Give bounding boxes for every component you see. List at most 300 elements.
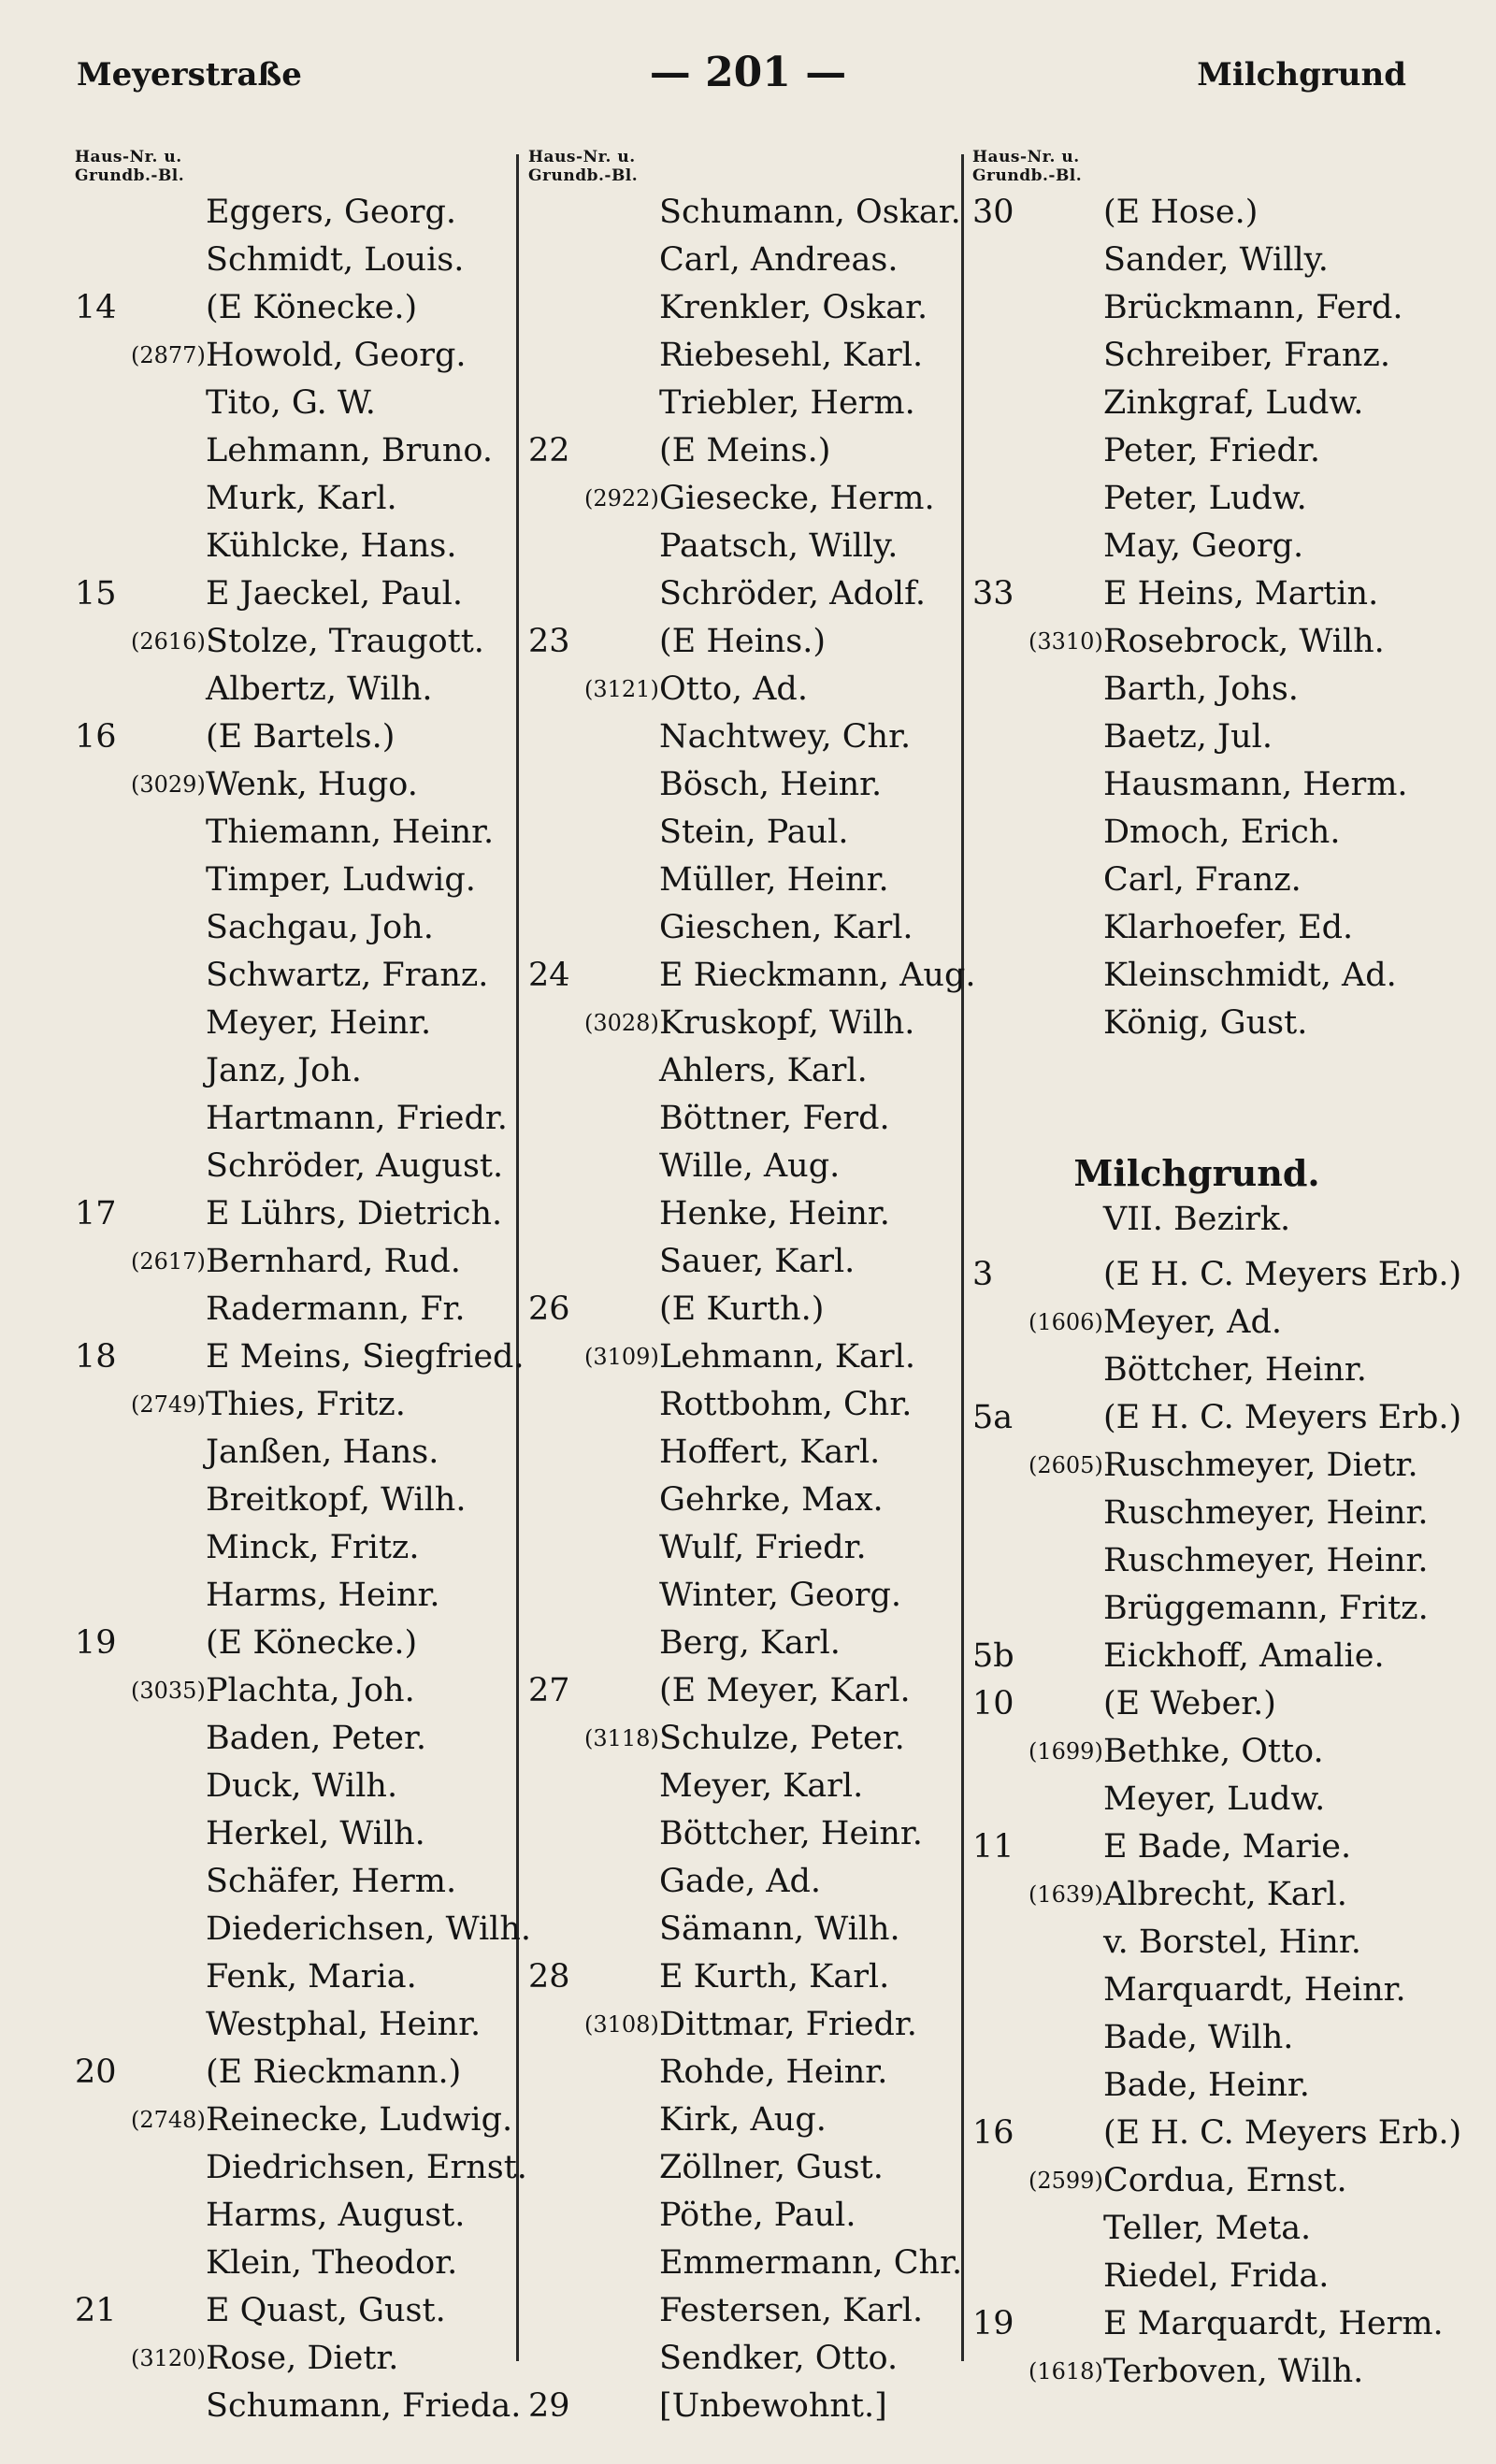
directory-entry bbox=[528, 1810, 958, 1858]
grundbuch-number: (3028) bbox=[584, 1010, 659, 1036]
house-number bbox=[75, 761, 131, 809]
directory-entry bbox=[972, 1728, 1459, 1776]
resident-name: Hausmann, Herm. bbox=[1103, 766, 1408, 803]
directory-entry bbox=[528, 2335, 958, 2383]
house-number: 20 bbox=[75, 2053, 117, 2091]
directory-entry bbox=[75, 1190, 505, 1238]
resident-name: (E Weber.) bbox=[1103, 1685, 1276, 1722]
directory-entry bbox=[528, 666, 958, 713]
grundbuch-number bbox=[584, 1953, 659, 2001]
house-number: 29 bbox=[528, 2387, 570, 2425]
house-number bbox=[972, 809, 1028, 857]
grundbuch-number bbox=[131, 523, 206, 570]
grundbuch-number bbox=[1028, 237, 1103, 284]
grundbuch-number bbox=[1028, 857, 1103, 904]
house-number bbox=[75, 2097, 131, 2144]
resident-name: Meyer, Ad. bbox=[1103, 1304, 1282, 1341]
house-number bbox=[75, 2192, 131, 2240]
directory-entry bbox=[75, 1524, 505, 1572]
running-head-left: Meyerstraße bbox=[77, 56, 302, 94]
directory-entry bbox=[75, 1238, 505, 1286]
house-number bbox=[528, 904, 584, 952]
house-number bbox=[75, 2240, 131, 2287]
directory-entry bbox=[75, 1286, 505, 1333]
resident-name: Schmidt, Louis. bbox=[206, 241, 465, 279]
grundbuch-number bbox=[1028, 952, 1103, 1000]
grundbuch-number bbox=[131, 1333, 206, 1381]
grundbuch-number bbox=[584, 427, 659, 475]
resident-name: Thiemann, Heinr. bbox=[206, 814, 495, 851]
directory-entry bbox=[75, 1763, 505, 1810]
house-number: 16 bbox=[75, 718, 117, 756]
directory-entry bbox=[528, 1906, 958, 1953]
resident-name: Hoffert, Karl. bbox=[659, 1434, 881, 1471]
directory-entry bbox=[972, 857, 1421, 904]
resident-name: Ahlers, Karl. bbox=[659, 1052, 868, 1089]
resident-name: Bethke, Otto. bbox=[1103, 1733, 1324, 1770]
house-number: 19 bbox=[75, 1624, 117, 1662]
house-number bbox=[972, 2253, 1028, 2300]
grundbuch-number bbox=[584, 761, 659, 809]
house-number bbox=[528, 1429, 584, 1477]
resident-name: (E H. C. Meyers Erb.) bbox=[1103, 2114, 1462, 2152]
grundbuch-number bbox=[1028, 427, 1103, 475]
resident-name: Schäfer, Herm. bbox=[206, 1863, 457, 1900]
house-number: 17 bbox=[75, 1195, 117, 1232]
resident-name: (E Könecke.) bbox=[206, 1624, 418, 1662]
directory-entry bbox=[972, 475, 1421, 523]
grundbuch-number bbox=[131, 2144, 206, 2192]
directory-entry bbox=[75, 1620, 505, 1667]
directory-entry bbox=[972, 2348, 1459, 2396]
grundbuch-number bbox=[131, 1143, 206, 1190]
directory-entry bbox=[75, 380, 505, 427]
directory-entry bbox=[528, 857, 958, 904]
directory-entry bbox=[75, 952, 505, 1000]
directory-entry bbox=[972, 1394, 1462, 1442]
grundbuch-number bbox=[131, 475, 206, 523]
resident-name: (E Hose.) bbox=[1103, 194, 1259, 231]
directory-entry bbox=[972, 2157, 1459, 2205]
house-number bbox=[972, 523, 1028, 570]
grundbuch-number: (3118) bbox=[584, 1725, 659, 1751]
grundbuch-number bbox=[1028, 1251, 1103, 1299]
resident-name: Kleinschmidt, Ad. bbox=[1103, 957, 1397, 994]
grundbuch-number bbox=[131, 1810, 206, 1858]
resident-name: Schumann, Frieda. bbox=[206, 2387, 522, 2425]
house-number: 30 bbox=[972, 194, 1014, 231]
house-number bbox=[528, 1047, 584, 1095]
directory-entry bbox=[75, 666, 505, 713]
resident-name: Kirk, Aug. bbox=[659, 2101, 827, 2139]
house-number: 18 bbox=[75, 1338, 117, 1376]
house-number bbox=[75, 427, 131, 475]
directory-entry bbox=[528, 475, 958, 523]
house-number: 15 bbox=[75, 575, 117, 612]
grundbuch-number bbox=[1028, 904, 1103, 952]
resident-name: Breitkopf, Wilh. bbox=[206, 1481, 467, 1519]
resident-name: König, Gust. bbox=[1103, 1004, 1308, 1042]
house-number bbox=[972, 1967, 1028, 2014]
resident-name: Albrecht, Karl. bbox=[1103, 1876, 1347, 1913]
resident-name: E Bade, Marie. bbox=[1103, 1828, 1352, 1866]
house-number bbox=[528, 1858, 584, 1906]
resident-name: Böttcher, Heinr. bbox=[659, 1815, 923, 1852]
house-number: 33 bbox=[972, 575, 1014, 612]
grundbuch-number bbox=[131, 666, 206, 713]
house-number bbox=[972, 2014, 1028, 2062]
grundbuch-number: (3109) bbox=[584, 1344, 659, 1370]
house-number bbox=[528, 332, 584, 380]
house-number bbox=[75, 809, 131, 857]
directory-entry bbox=[528, 284, 958, 332]
house-number bbox=[528, 523, 584, 570]
resident-name: Cordua, Ernst. bbox=[1103, 2162, 1347, 2199]
directory-entry bbox=[972, 2300, 1459, 2348]
resident-name: Harms, August. bbox=[206, 2197, 466, 2234]
house-number bbox=[972, 284, 1028, 332]
directory-entry bbox=[75, 570, 505, 618]
grundbuch-number bbox=[1028, 1394, 1103, 1442]
resident-name: Winter, Georg. bbox=[659, 1577, 902, 1614]
directory-entry bbox=[528, 2287, 958, 2335]
grundbuch-number bbox=[131, 1000, 206, 1047]
house-number bbox=[528, 380, 584, 427]
resident-name: Teller, Meta. bbox=[1103, 2210, 1312, 2247]
section-subtitle: VII. Bezirk. bbox=[1102, 1201, 1291, 1238]
directory-entry bbox=[528, 237, 958, 284]
grundbuch-number bbox=[1028, 1490, 1103, 1537]
resident-name: Otto, Ad. bbox=[659, 670, 808, 708]
house-number bbox=[528, 1524, 584, 1572]
house-number bbox=[75, 1858, 131, 1906]
column-caption-grundbuch: Grundb.-Bl. bbox=[972, 166, 1083, 185]
resident-name: Emmermann, Chr. bbox=[659, 2244, 963, 2282]
grundbuch-number bbox=[1028, 2300, 1103, 2348]
grundbuch-number bbox=[584, 618, 659, 666]
house-number bbox=[972, 713, 1028, 761]
house-number bbox=[528, 284, 584, 332]
resident-name: Triebler, Herm. bbox=[659, 384, 915, 422]
column-divider bbox=[516, 154, 519, 2361]
resident-name: Brüggemann, Fritz. bbox=[1103, 1590, 1429, 1627]
house-number bbox=[528, 809, 584, 857]
house-number bbox=[528, 666, 584, 713]
grundbuch-number bbox=[584, 904, 659, 952]
directory-entry bbox=[75, 857, 505, 904]
house-number bbox=[75, 2335, 131, 2383]
grundbuch-number bbox=[131, 1763, 206, 1810]
house-number bbox=[528, 1095, 584, 1143]
directory-entry bbox=[528, 2192, 958, 2240]
house-number bbox=[528, 1381, 584, 1429]
directory-entry bbox=[528, 904, 958, 952]
grundbuch-number: (3029) bbox=[131, 771, 206, 798]
resident-name: E Heins, Martin. bbox=[1103, 575, 1379, 612]
directory-entry bbox=[75, 2383, 522, 2430]
grundbuch-number bbox=[584, 713, 659, 761]
house-number bbox=[528, 1238, 584, 1286]
directory-entry bbox=[528, 332, 958, 380]
resident-name: Carl, Franz. bbox=[1103, 861, 1302, 899]
grundbuch-number bbox=[584, 1572, 659, 1620]
resident-name: Bernhard, Rud. bbox=[206, 1243, 461, 1280]
directory-entry bbox=[528, 2049, 958, 2097]
directory-entry bbox=[972, 189, 1421, 237]
resident-name: Eggers, Georg. bbox=[206, 194, 457, 231]
grundbuch-number: (2748) bbox=[131, 2107, 206, 2133]
directory-entry bbox=[972, 1680, 1459, 1728]
house-number bbox=[972, 2348, 1028, 2396]
house-number bbox=[972, 618, 1028, 666]
grundbuch-number bbox=[131, 1715, 206, 1763]
house-number: 24 bbox=[528, 957, 570, 994]
resident-name: Kruskopf, Wilh. bbox=[659, 1004, 915, 1042]
house-number bbox=[75, 666, 131, 713]
house-number bbox=[528, 857, 584, 904]
resident-name: Plachta, Joh. bbox=[206, 1672, 415, 1709]
resident-name: Diederichsen, Wilh. bbox=[206, 1910, 532, 1948]
resident-name: Peter, Friedr. bbox=[1103, 432, 1320, 469]
house-number bbox=[972, 1728, 1028, 1776]
directory-entry bbox=[972, 666, 1421, 713]
house-number bbox=[75, 1047, 131, 1095]
house-number bbox=[75, 952, 131, 1000]
resident-name: Harms, Heinr. bbox=[206, 1577, 440, 1614]
grundbuch-number: (1618) bbox=[1028, 2358, 1103, 2385]
directory-entry bbox=[75, 2287, 505, 2335]
directory-entry bbox=[972, 1823, 1459, 1871]
resident-name: Ruschmeyer, Dietr. bbox=[1103, 1447, 1418, 1484]
resident-name: Barth, Johs. bbox=[1103, 670, 1299, 708]
resident-name: Westphal, Heinr. bbox=[206, 2006, 482, 2043]
resident-name: Rosebrock, Wilh. bbox=[1103, 623, 1385, 660]
directory-entry bbox=[528, 713, 958, 761]
page-number: — 201 — bbox=[649, 49, 847, 96]
grundbuch-number bbox=[131, 284, 206, 332]
house-number bbox=[75, 1000, 131, 1047]
resident-name: Carl, Andreas. bbox=[659, 241, 899, 279]
directory-entry bbox=[972, 618, 1421, 666]
resident-name: Reinecke, Ludwig. bbox=[206, 2101, 513, 2139]
resident-name: Albertz, Wilh. bbox=[206, 670, 433, 708]
house-number bbox=[75, 1524, 131, 1572]
directory-entry bbox=[528, 1190, 958, 1238]
house-number bbox=[75, 2001, 131, 2049]
house-number bbox=[528, 1477, 584, 1524]
directory-entry bbox=[972, 284, 1421, 332]
house-number: 5a bbox=[972, 1399, 1014, 1436]
house-number bbox=[528, 1333, 584, 1381]
grundbuch-number bbox=[584, 2383, 659, 2430]
house-number bbox=[528, 1190, 584, 1238]
grundbuch-number: (3121) bbox=[584, 676, 659, 702]
house-number bbox=[972, 904, 1028, 952]
directory-entry bbox=[972, 1490, 1459, 1537]
grundbuch-number: (1606) bbox=[1028, 1309, 1103, 1335]
resident-name: Schröder, Adolf. bbox=[659, 575, 926, 612]
house-number bbox=[528, 2001, 584, 2049]
directory-entry bbox=[75, 1953, 505, 2001]
grundbuch-number: (2616) bbox=[131, 628, 206, 655]
directory-entry bbox=[972, 1000, 1421, 1047]
house-number bbox=[75, 904, 131, 952]
directory-entry bbox=[972, 1585, 1459, 1633]
grundbuch-number bbox=[131, 2192, 206, 2240]
resident-name: Berg, Karl. bbox=[659, 1624, 841, 1662]
directory-entry bbox=[75, 1906, 532, 1953]
resident-name: Bade, Wilh. bbox=[1103, 2019, 1294, 2056]
house-number bbox=[972, 2205, 1028, 2253]
directory-entry bbox=[75, 237, 505, 284]
directory-entry bbox=[528, 189, 961, 237]
grundbuch-number: (2922) bbox=[584, 485, 659, 512]
resident-name: Baden, Peter. bbox=[206, 1720, 426, 1757]
house-number bbox=[528, 1143, 584, 1190]
grundbuch-number bbox=[131, 1429, 206, 1477]
resident-name: Janßen, Hans. bbox=[206, 1434, 439, 1471]
section-title: Milchgrund. bbox=[1073, 1152, 1320, 1194]
grundbuch-number bbox=[1028, 1967, 1103, 2014]
resident-name: Kühlcke, Hans. bbox=[206, 527, 457, 565]
house-number: 3 bbox=[972, 1256, 994, 1293]
resident-name: Wille, Aug. bbox=[659, 1147, 841, 1185]
house-number bbox=[528, 2144, 584, 2192]
house-number bbox=[75, 523, 131, 570]
grundbuch-number bbox=[584, 1143, 659, 1190]
house-number bbox=[972, 1299, 1028, 1347]
resident-name: Lehmann, Bruno. bbox=[206, 432, 494, 469]
resident-name: Sachgau, Joh. bbox=[206, 909, 434, 946]
directory-entry bbox=[972, 2253, 1459, 2300]
directory-entry bbox=[528, 1381, 958, 1429]
grundbuch-number bbox=[584, 1667, 659, 1715]
resident-name: E Rieckmann, Aug. bbox=[659, 957, 976, 994]
resident-name: Gehrke, Max. bbox=[659, 1481, 884, 1519]
house-number bbox=[972, 2062, 1028, 2110]
directory-entry bbox=[972, 761, 1421, 809]
grundbuch-number bbox=[584, 1858, 659, 1906]
grundbuch-number: (1699) bbox=[1028, 1738, 1103, 1765]
house-number bbox=[528, 1906, 584, 1953]
grundbuch-number bbox=[131, 1572, 206, 1620]
resident-name: Sendker, Otto. bbox=[659, 2340, 899, 2377]
section-entry-list bbox=[972, 1251, 1462, 2396]
directory-entry bbox=[528, 1953, 958, 2001]
directory-entry bbox=[528, 1858, 958, 1906]
directory-entry bbox=[528, 2383, 958, 2430]
resident-name: Eickhoff, Amalie. bbox=[1103, 1637, 1385, 1675]
resident-name: Nachtwey, Chr. bbox=[659, 718, 912, 756]
grundbuch-number bbox=[1028, 1680, 1103, 1728]
entry-list bbox=[528, 189, 976, 2430]
directory-entry bbox=[75, 2097, 513, 2144]
house-number bbox=[528, 2097, 584, 2144]
directory-entry bbox=[972, 570, 1421, 618]
house-number: 16 bbox=[972, 2114, 1014, 2152]
resident-name: Schwartz, Franz. bbox=[206, 957, 489, 994]
grundbuch-number bbox=[584, 1190, 659, 1238]
grundbuch-number bbox=[131, 1095, 206, 1143]
directory-entry bbox=[972, 2205, 1459, 2253]
house-number bbox=[528, 713, 584, 761]
house-number bbox=[75, 237, 131, 284]
resident-name: Sander, Willy. bbox=[1103, 241, 1329, 279]
grundbuch-number bbox=[584, 332, 659, 380]
grundbuch-number bbox=[584, 523, 659, 570]
directory-entry bbox=[972, 1251, 1462, 1299]
grundbuch-number bbox=[584, 2240, 659, 2287]
directory-entry bbox=[528, 1477, 958, 1524]
house-number bbox=[972, 237, 1028, 284]
grundbuch-number bbox=[1028, 1919, 1103, 1967]
house-number bbox=[972, 1871, 1028, 1919]
house-number bbox=[75, 2144, 131, 2192]
column-3 bbox=[972, 148, 1421, 1047]
grundbuch-number bbox=[1028, 1537, 1103, 1585]
grundbuch-number bbox=[1028, 2062, 1103, 2110]
running-head-right: Milchgrund bbox=[1197, 56, 1406, 94]
grundbuch-number bbox=[131, 857, 206, 904]
directory-entry bbox=[528, 1143, 958, 1190]
house-number bbox=[528, 189, 584, 237]
grundbuch-number bbox=[1028, 2205, 1103, 2253]
resident-name: E Lührs, Dietrich. bbox=[206, 1195, 503, 1232]
resident-name: Bösch, Heinr. bbox=[659, 766, 883, 803]
resident-name: Terboven, Wilh. bbox=[1103, 2353, 1364, 2390]
house-number bbox=[528, 2192, 584, 2240]
entry-list bbox=[972, 189, 1421, 1047]
directory-entry bbox=[75, 1477, 505, 1524]
directory-entry bbox=[972, 1633, 1459, 1680]
grundbuch-number: (3120) bbox=[131, 2345, 206, 2371]
column-divider bbox=[961, 154, 964, 2361]
directory-entry bbox=[972, 713, 1421, 761]
grundbuch-number bbox=[584, 1238, 659, 1286]
house-number bbox=[528, 2287, 584, 2335]
directory-entry bbox=[75, 761, 505, 809]
grundbuch-number bbox=[584, 2049, 659, 2097]
resident-name: Rohde, Heinr. bbox=[659, 2053, 888, 2091]
resident-name: (E Kurth.) bbox=[659, 1290, 825, 1328]
resident-name: Zöllner, Gust. bbox=[659, 2149, 884, 2186]
directory-entry bbox=[528, 2001, 958, 2049]
directory-entry bbox=[75, 284, 505, 332]
directory-entry bbox=[528, 1572, 958, 1620]
directory-entry bbox=[75, 332, 505, 380]
resident-name: Fenk, Maria. bbox=[206, 1958, 417, 1996]
column-caption-grundbuch: Grundb.-Bl. bbox=[75, 166, 185, 185]
grundbuch-number bbox=[131, 2383, 206, 2430]
directory-entry bbox=[528, 570, 958, 618]
directory-entry bbox=[972, 1537, 1459, 1585]
directory-entry bbox=[75, 2192, 505, 2240]
directory-entry bbox=[75, 713, 505, 761]
grundbuch-number bbox=[584, 1047, 659, 1095]
grundbuch-number bbox=[1028, 1585, 1103, 1633]
directory-entry bbox=[75, 1667, 505, 1715]
directory-entry bbox=[972, 2014, 1459, 2062]
house-number bbox=[75, 1286, 131, 1333]
directory-entry bbox=[528, 1333, 958, 1381]
directory-entry bbox=[972, 1967, 1459, 2014]
directory-entry bbox=[528, 1429, 958, 1477]
house-number bbox=[75, 1429, 131, 1477]
house-number bbox=[75, 1238, 131, 1286]
grundbuch-number bbox=[584, 380, 659, 427]
directory-entry bbox=[528, 427, 958, 475]
directory-entry bbox=[528, 1763, 958, 1810]
